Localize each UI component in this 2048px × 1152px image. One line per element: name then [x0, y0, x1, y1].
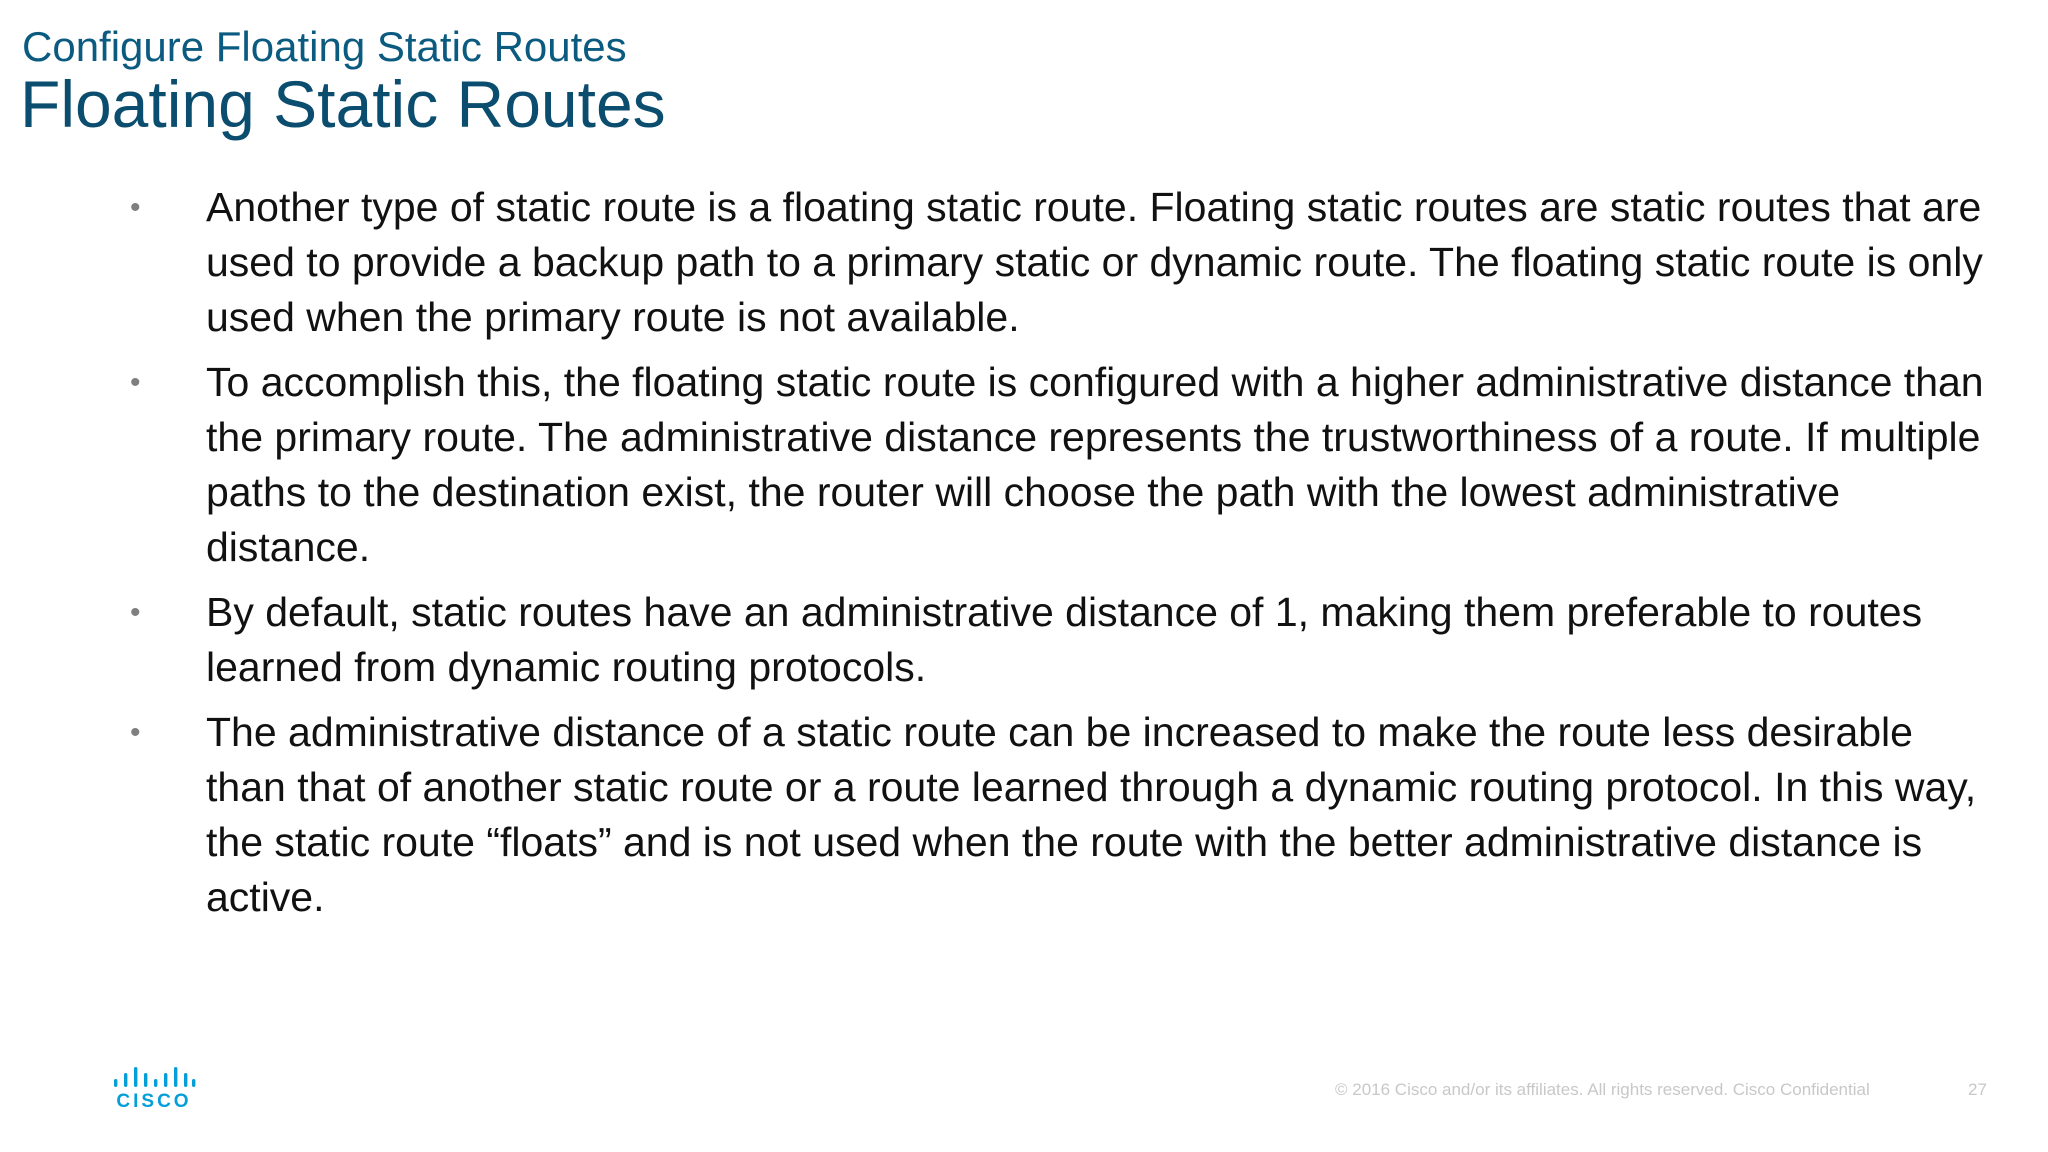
bullet-text: By default, static routes have an administrative distance of 1, making them preferable to routes learned from dynamic routing protocols. — [206, 589, 1923, 690]
cisco-logo — [112, 1065, 196, 1117]
slide-title: Floating Static Routes — [20, 67, 666, 141]
page-number: 27 — [1968, 1080, 1987, 1099]
bullet-text: To accomplish this, the floating static route is configured with a higher administrative distance than the primary route. The administrative distance represents the trustworthiness of a route. If multiple paths to the destination exist, the router will choose the path with the lowest administrative distance. — [206, 359, 1984, 570]
bullet-dot-icon: • — [130, 716, 141, 749]
bullet-item-3 — [130, 585, 1990, 695]
bullet-text: Another type of static route is a floating static route. Floating static routes are static routes that are used to provide a backup path to a primary static or dynamic route. The floating static route is only used when the primary route is not available. — [206, 184, 1983, 340]
footer-copyright: © 2016 Cisco and/or its affiliates. All rights reserved. Cisco Confidential — [1335, 1080, 1870, 1099]
cisco-logo-text: CISCO — [116, 1091, 192, 1112]
bullet-item-2 — [130, 355, 1990, 575]
bullet-dot-icon: • — [130, 191, 141, 224]
bullet-item-1 — [130, 180, 1990, 345]
slide-subtitle: Configure Floating Static Routes — [22, 23, 627, 70]
bullet-item-4 — [130, 705, 1990, 925]
bullet-list — [130, 180, 1990, 935]
bullet-text: The administrative distance of a static route can be increased to make the route less desirable than that of another static route or a route learned through a dynamic routing protocol. In this way, the static route “floats” and is not used when the route with the better administrative distance is active. — [206, 709, 1977, 920]
bullet-dot-icon: • — [130, 596, 141, 629]
cisco-bridge-logo-icon — [112, 1065, 196, 1091]
bullet-dot-icon: • — [130, 366, 141, 399]
